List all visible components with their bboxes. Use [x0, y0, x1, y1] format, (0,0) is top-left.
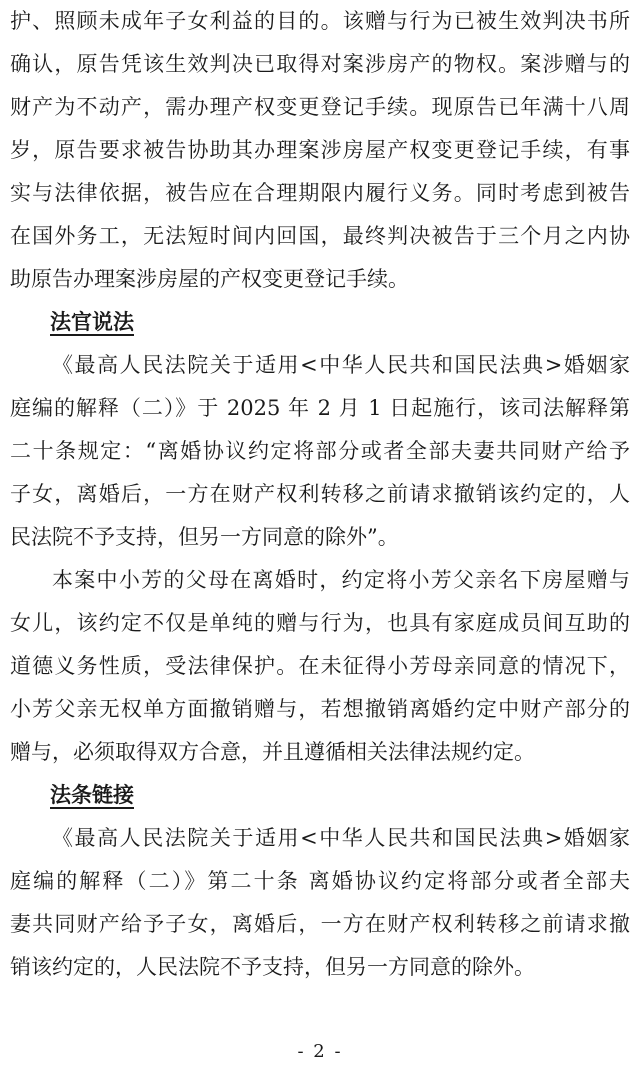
text-line: 女儿，该约定不仅是单纯的赠与行为，也具有家庭成员间互助的	[10, 611, 630, 635]
text-line: 实与法律依据，被告应在合理期限内履行义务。同时考虑到被告	[10, 181, 630, 205]
text-line: 庭编的解释（二）》第二十条 离婚协议约定将部分或者全部夫	[10, 869, 630, 893]
text-line: 民法院不予支持，但另一方同意的除外”。	[10, 525, 399, 549]
page-number: - 2 -	[297, 1041, 343, 1062]
text-line: 小芳父亲无权单方面撤销赠与，若想撤销离婚约定中财产部分的	[10, 697, 630, 721]
text-line: 护、照顾未成年子女利益的目的。该赠与行为已被生效判决书所	[10, 9, 630, 33]
text-line: 赠与，必须取得双方合意，并且遵循相关法律法规约定。	[10, 740, 535, 764]
text-line: 《最高人民法院关于适用<中华人民共和国民法典>婚姻家	[52, 353, 630, 377]
text-line: 销该约定的，人民法院不予支持，但另一方同意的除外。	[10, 955, 535, 979]
text-line: 妻共同财产给予子女，离婚后，一方在财产权利转移之前请求撤	[10, 912, 630, 936]
text-line: 确认，原告凭该生效判决已取得对案涉房产的物权。案涉赠与的	[10, 52, 630, 76]
section-heading-judge-comment: 法官说法	[50, 309, 134, 334]
text-line: 庭编的解释（二）》于 2025 年 2 月 1 日起施行，该司法解释第	[10, 396, 630, 420]
text-line: 二十条规定：“离婚协议约定将部分或者全部夫妻共同财产给予	[10, 439, 630, 463]
text-line: 财产为不动产，需办理产权变更登记手续。现原告已年满十八周	[10, 95, 630, 119]
section-heading-law-link: 法条链接	[50, 782, 134, 807]
text-line: 在国外务工，无法短时间内回国，最终判决被告于三个月之内协	[10, 224, 630, 248]
text-line: 子女，离婚后，一方在财产权利转移之前请求撤销该约定的，人	[10, 482, 630, 506]
text-line: 道德义务性质，受法律保护。在未征得小芳母亲同意的情况下，	[10, 654, 630, 678]
text-line: 本案中小芳的父母在离婚时，约定将小芳父亲名下房屋赠与	[52, 568, 630, 592]
text-line: 《最高人民法院关于适用<中华人民共和国民法典>婚姻家	[52, 826, 630, 850]
text-line: 助原告办理案涉房屋的产权变更登记手续。	[10, 267, 409, 291]
text-line: 岁，原告要求被告协助其办理案涉房屋产权变更登记手续，有事	[10, 138, 630, 162]
